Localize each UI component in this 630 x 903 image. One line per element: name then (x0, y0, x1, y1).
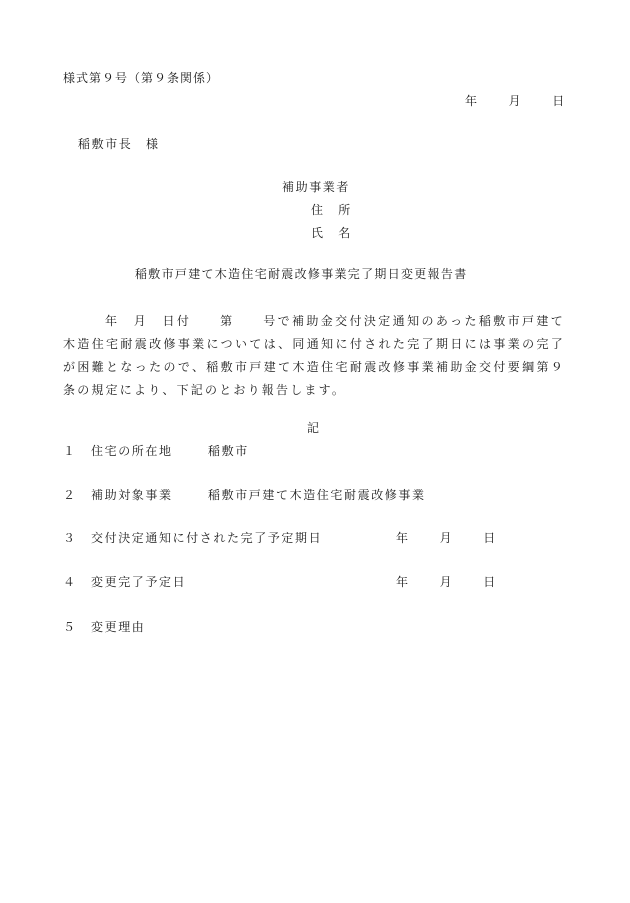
item-label: 補助対象事業 (91, 488, 173, 502)
date-day: 日 (483, 531, 497, 545)
date-day: 日 (483, 575, 497, 589)
item-original-due-date (63, 530, 497, 546)
date-year: 年 (396, 531, 410, 545)
applicant-name-label: 氏 名 (311, 226, 352, 240)
ki-heading: 記 (307, 421, 321, 435)
item-value: 稲敷市戸建て木造住宅耐震改修事業 (208, 488, 426, 502)
item-project (63, 487, 426, 503)
item-address (63, 443, 249, 459)
item-number: ４ (63, 575, 77, 589)
item-changed-due-date (63, 574, 497, 590)
item-number: １ (63, 444, 77, 458)
item-change-reason (63, 619, 145, 635)
item-label: 住宅の所在地 (91, 444, 173, 458)
item-number: ２ (63, 488, 77, 502)
applicant-heading: 補助事業者 (282, 180, 351, 194)
date-month: 月 (508, 94, 523, 108)
addressee: 稲敷市長 様 (78, 137, 160, 151)
date-month: 月 (439, 531, 454, 545)
item-label: 変更完了予定日 (91, 575, 187, 589)
report-date (465, 93, 566, 109)
item-number: ５ (63, 620, 77, 634)
applicant-address-label: 住 所 (311, 203, 352, 217)
item-value: 稲敷市 (208, 444, 249, 458)
date-year: 年 (465, 94, 479, 108)
item-number: ３ (63, 531, 77, 545)
document-title: 稲敷市戸建て木造住宅耐震改修事業完了期日変更報告書 (135, 267, 468, 281)
item-label: 交付決定通知に付された完了予定期日 (91, 531, 323, 545)
form-number: 様式第９号（第９条関係） (63, 71, 220, 85)
item-date (396, 530, 497, 546)
date-year: 年 (396, 575, 410, 589)
body-paragraph: 年 月 日付 第 号で補助金交付決定通知のあった稲敷市戸建て木造住宅耐震改修事業については、同通知に付された完了期日には事業の完了が困難となったので、稲敷市戸建て木造住宅耐震改修事業補助金交付要綱第９条の規定により、下記のとおり報告します。 (63, 314, 565, 397)
date-month: 月 (439, 575, 454, 589)
item-date (396, 574, 497, 590)
item-label: 変更理由 (91, 620, 146, 634)
date-day: 日 (552, 94, 566, 108)
